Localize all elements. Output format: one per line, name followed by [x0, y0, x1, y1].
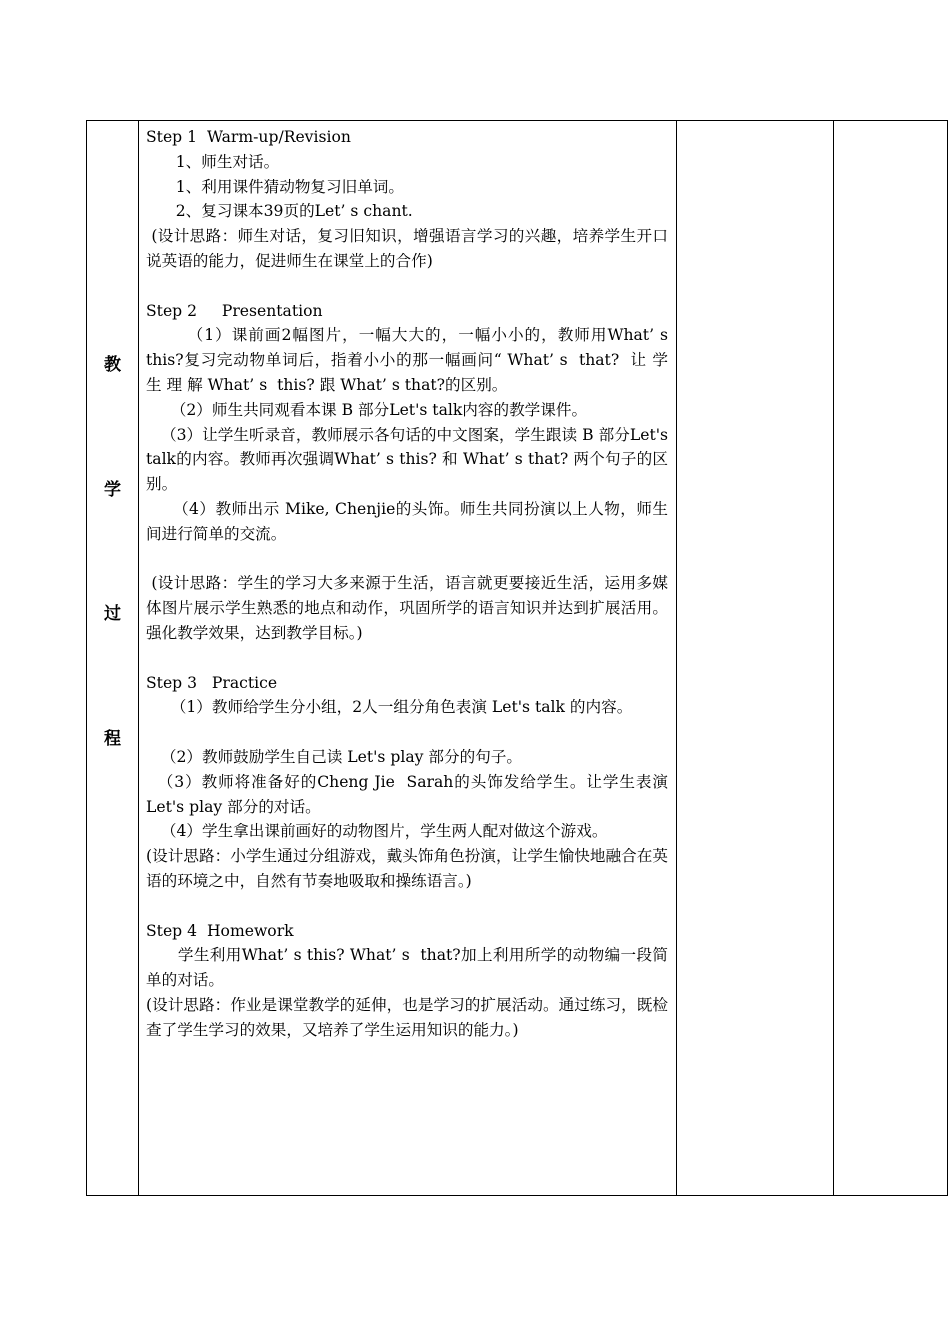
section-label-char: 学	[104, 480, 121, 500]
column-divider	[833, 121, 834, 1195]
step-heading: Step 3 Practice	[146, 673, 278, 692]
column-divider	[138, 121, 139, 1195]
paragraph: （4）教师出示 Mike, Chenjie的头饰。师生共同扮演以上人物，师生间进行简单的交流。	[146, 499, 668, 543]
paragraph: （2）教师鼓励学生自己读 Let's play 部分的句子。	[146, 747, 522, 766]
design-note: (设计思路：小学生通过分组游戏，戴头饰角色扮演，让学生愉快地融合在英语的环境之中，自然有节奏地吸取和操练语言。)	[146, 847, 668, 890]
paragraph: 学生利用What’ s this? What’ s that?加上利用所学的动物编一段简单的对话。	[146, 946, 668, 990]
step-heading: Step 1 Warm-up/Revision	[146, 128, 351, 146]
design-note: (设计思路：师生对话，复习旧知识，增强语言学习的兴趣，培养学生开口说英语的能力，促进师生在课堂上的合作)	[146, 227, 668, 270]
step-heading: Step 2 Presentation	[146, 301, 323, 320]
blank-line	[146, 274, 668, 299]
lesson-table	[86, 120, 948, 1196]
paragraph: （1）教师给学生分小组，2人一组分角色表演 Let's talk 的内容。	[146, 698, 633, 717]
paragraph: （3）让学生听录音，教师展示各句话的中文图案，学生跟读 B 部分Let's talk的内容。教师再次强调What’ s this? 和 What’ s that? 两个句子的区别。	[146, 425, 673, 494]
blank-line	[146, 646, 668, 671]
design-note: (设计思路：作业是课堂教学的延伸，也是学习的扩展活动。通过练习，既检查了学生学习的效果，又培养了学生运用知识的能力。)	[146, 995, 668, 1039]
paragraph: （2）师生共同观看本课 B 部分Let's talk内容的教学课件。	[146, 400, 588, 419]
blank-line	[146, 547, 668, 572]
design-note: (设计思路：学生的学习大多来源于生活，语言就更要接近生活，运用多媒体图片展示学生熟悉的地点和动作，巩固所学的语言知识并达到扩展活用。强化教学效果，达到教学目标。)	[146, 574, 668, 642]
paragraph: 1、师生对话。	[146, 152, 280, 171]
blank-line	[146, 720, 668, 745]
section-label-char: 程	[104, 729, 121, 749]
paragraph: 2、复习课本39页的Let’ s chant.	[146, 202, 413, 221]
section-label	[87, 121, 138, 1195]
section-label-char: 过	[104, 604, 121, 624]
blank-line	[146, 894, 668, 919]
step-heading: Step 4 Homework	[146, 921, 294, 940]
column-divider	[676, 121, 677, 1195]
paragraph: （3）教师将准备好的Cheng Jie Sarah的头饰发给学生。让学生表演 Let's play 部分的对话。	[146, 772, 673, 816]
paragraph: 1、利用课件猜动物复习旧单词。	[146, 177, 404, 196]
paragraph: （1）课前画2幅图片，一幅大大的，一幅小小的，教师用What’ s this?复习完动物单词后，指着小小的那一幅画问“ What’ s that? 让 学 生 理 解 What’ s this? 跟 What’ s that?的区别。	[146, 326, 673, 394]
section-label-char: 教	[104, 355, 121, 375]
teaching-process-content	[146, 125, 673, 1042]
paragraph: （4）学生拿出课前画好的动物图片，学生两人配对做这个游戏。	[146, 822, 608, 841]
